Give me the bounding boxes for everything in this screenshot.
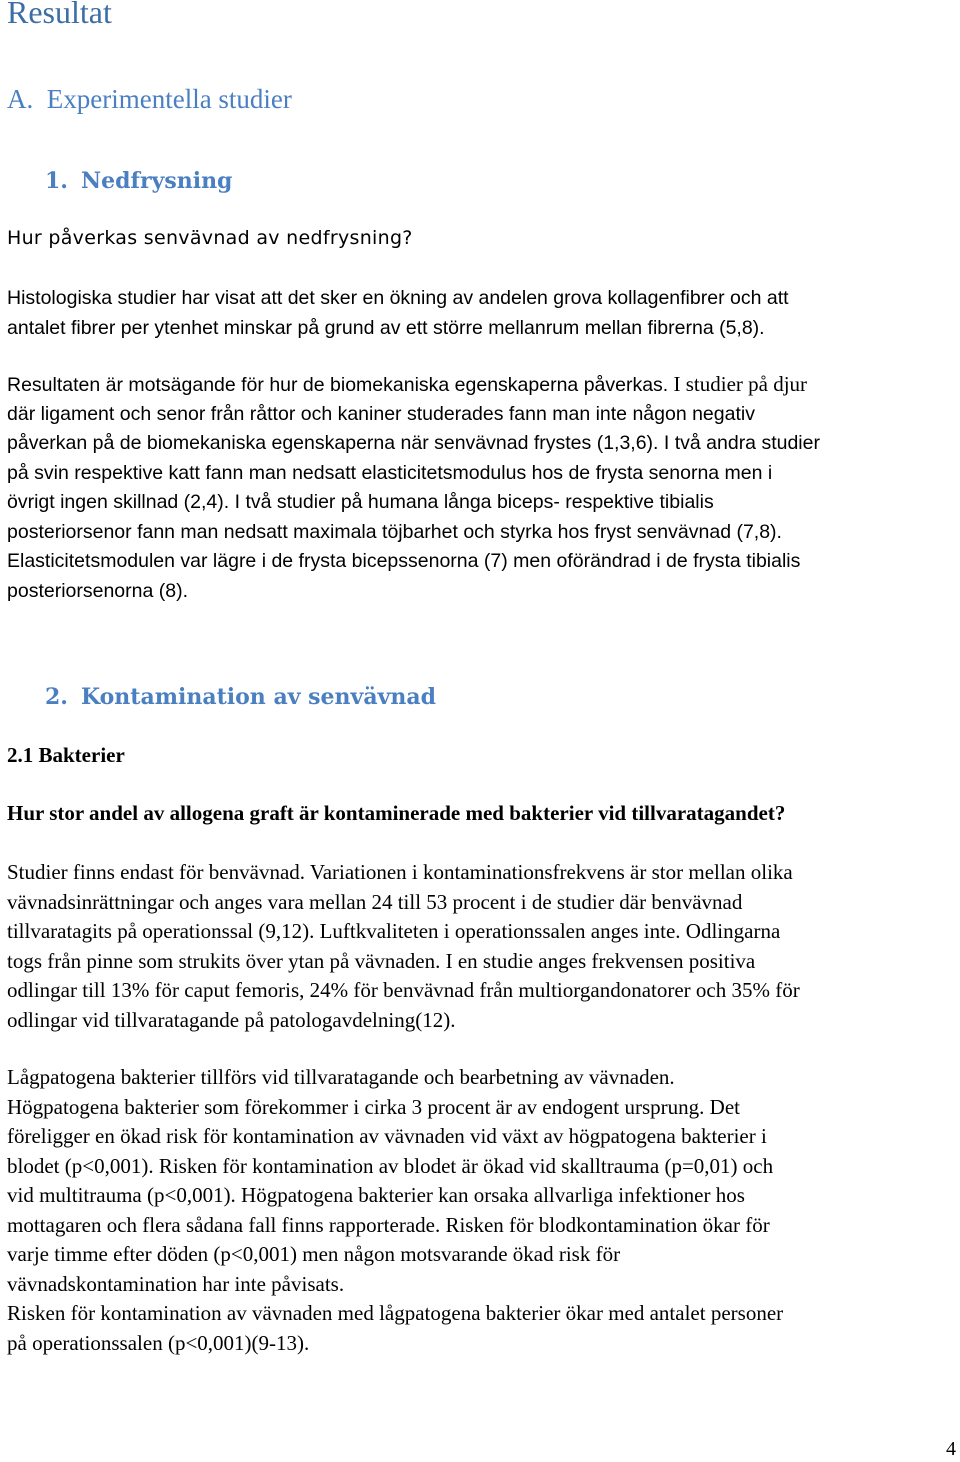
- paragraph-biomechanics: [7, 370, 960, 606]
- subsection-number: 1.: [45, 168, 68, 194]
- heading-bacteria: 2.1 Bakterier: [7, 743, 125, 767]
- text-line: vävnadsinrättningar och anges vara mellan 24 till 53 procent i de studier där benvävnad: [7, 889, 743, 914]
- text-line: Risken för kontamination av vävnaden med lågpatogena bakterier ökar med antalet personer: [7, 1301, 784, 1325]
- text-line: Histologiska studier har visat att det sker en ökning av andelen grova kollagenfibrer och att: [7, 287, 789, 309]
- text-line: där ligament och senor från råttor och kaniner studerades fann man inte någon negativ: [7, 402, 755, 425]
- section-title: Experimentella studier: [46, 84, 292, 114]
- text-line: odlingar till 13% för caput femoris, 24% för benvävnad från multiorgandonatorer och 35% för: [7, 978, 800, 1002]
- text-line: tillvaratagits på operationssal (9,12). Luftkvaliteten i operationssalen anges inte. Odlingarna: [7, 919, 781, 943]
- text-line: Studier finns endast för benvävnad. Variationen i kontaminationsfrekvens är stor mellan olika: [7, 860, 793, 884]
- subsection-title: Nedfrysning: [81, 168, 233, 194]
- text-line: varje timme efter döden (p<0,001) men någon motsvarande ökad risk för: [7, 1242, 621, 1266]
- text-line: Högpatogena bakterier som förekommer i cirka 3 procent är av endogent ursprung. Det: [7, 1094, 740, 1119]
- paragraph-contamination-frequency: [7, 858, 960, 1035]
- text-line: mottagaren och flera sådana fall finns rapporterade. Risken för blodkontamination ökar för: [7, 1212, 770, 1237]
- text-line: föreligger en ökad risk för kontamination av vävnaden vid växt av högpatogena bakterier i: [7, 1124, 767, 1148]
- paragraph-histology: [7, 284, 960, 343]
- subsection-title: Kontamination av senvävnad: [81, 684, 436, 710]
- section-heading: [7, 84, 292, 115]
- question-contamination: Hur stor andel av allogena graft är kontaminerade med bakterier vid tillvaratagandet?: [7, 801, 786, 825]
- subsection-heading-2: [45, 684, 436, 710]
- text-line: övrigt ingen skillnad (2,4). I två studier på humana långa biceps- respektive tibialis: [7, 491, 714, 513]
- subsection-heading-1: [45, 168, 232, 194]
- text-line: på svin respektive katt fann man nedsatt elasticitetsmodulus hos de frysta senorna men i: [7, 461, 773, 484]
- text-line: Lågpatogena bakterier tillförs vid tillvaratagande och bearbetning av vävnaden.: [7, 1065, 675, 1089]
- text-line: [7, 370, 960, 400]
- text-segment: I studier på djur: [668, 372, 808, 396]
- text-line: vävnadskontamination har inte påvisats.: [7, 1271, 345, 1296]
- page-title: Resultat: [7, 0, 112, 30]
- text-line: blodet (p<0,001). Risken för kontamination av blodet är ökad vid skalltrauma (p=0,01) och: [7, 1153, 774, 1178]
- text-line: antalet fibrer per ytenhet minskar på grund av ett större mellanrum mellan fibrerna (5,8).: [7, 316, 765, 339]
- text-line: Elasticitetsmodulen var lägre i de frysta bicepssenorna (7) men oförändrad i de frysta tibialis: [7, 550, 801, 572]
- question-freezing: Hur påverkas senvävnad av nedfrysning?: [7, 227, 413, 249]
- page-number: 4: [946, 1438, 956, 1460]
- subsection-number: 2.: [45, 684, 68, 710]
- text-line: påverkan på de biomekaniska egenskaperna när senvävnad frystes (1,3,6). I två andra studier: [7, 432, 820, 454]
- paragraph-pathogens: [7, 1063, 960, 1358]
- text-line: posteriorsenor fann man nedsatt maximala töjbarhet och styrka hos fryst senvävnad (7,8).: [7, 520, 782, 543]
- text-line: togs från pinne som strukits över ytan på vävnaden. I en studie anges frekvensen positiva: [7, 948, 756, 973]
- text-segment: Resultaten är motsägande för hur de biomekaniska egenskaperna påverkas.: [7, 374, 669, 396]
- text-line: odlingar vid tillvaratagande på patologavdelning(12).: [7, 1007, 456, 1032]
- text-line: vid multitrauma (p<0,001). Högpatogena bakterier kan orsaka allvarliga infektioner hos: [7, 1183, 745, 1207]
- section-label: A.: [7, 84, 34, 114]
- text-line: på operationssalen (p<0,001)(9-13).: [7, 1330, 310, 1355]
- text-line: posteriorsenorna (8).: [7, 579, 189, 602]
